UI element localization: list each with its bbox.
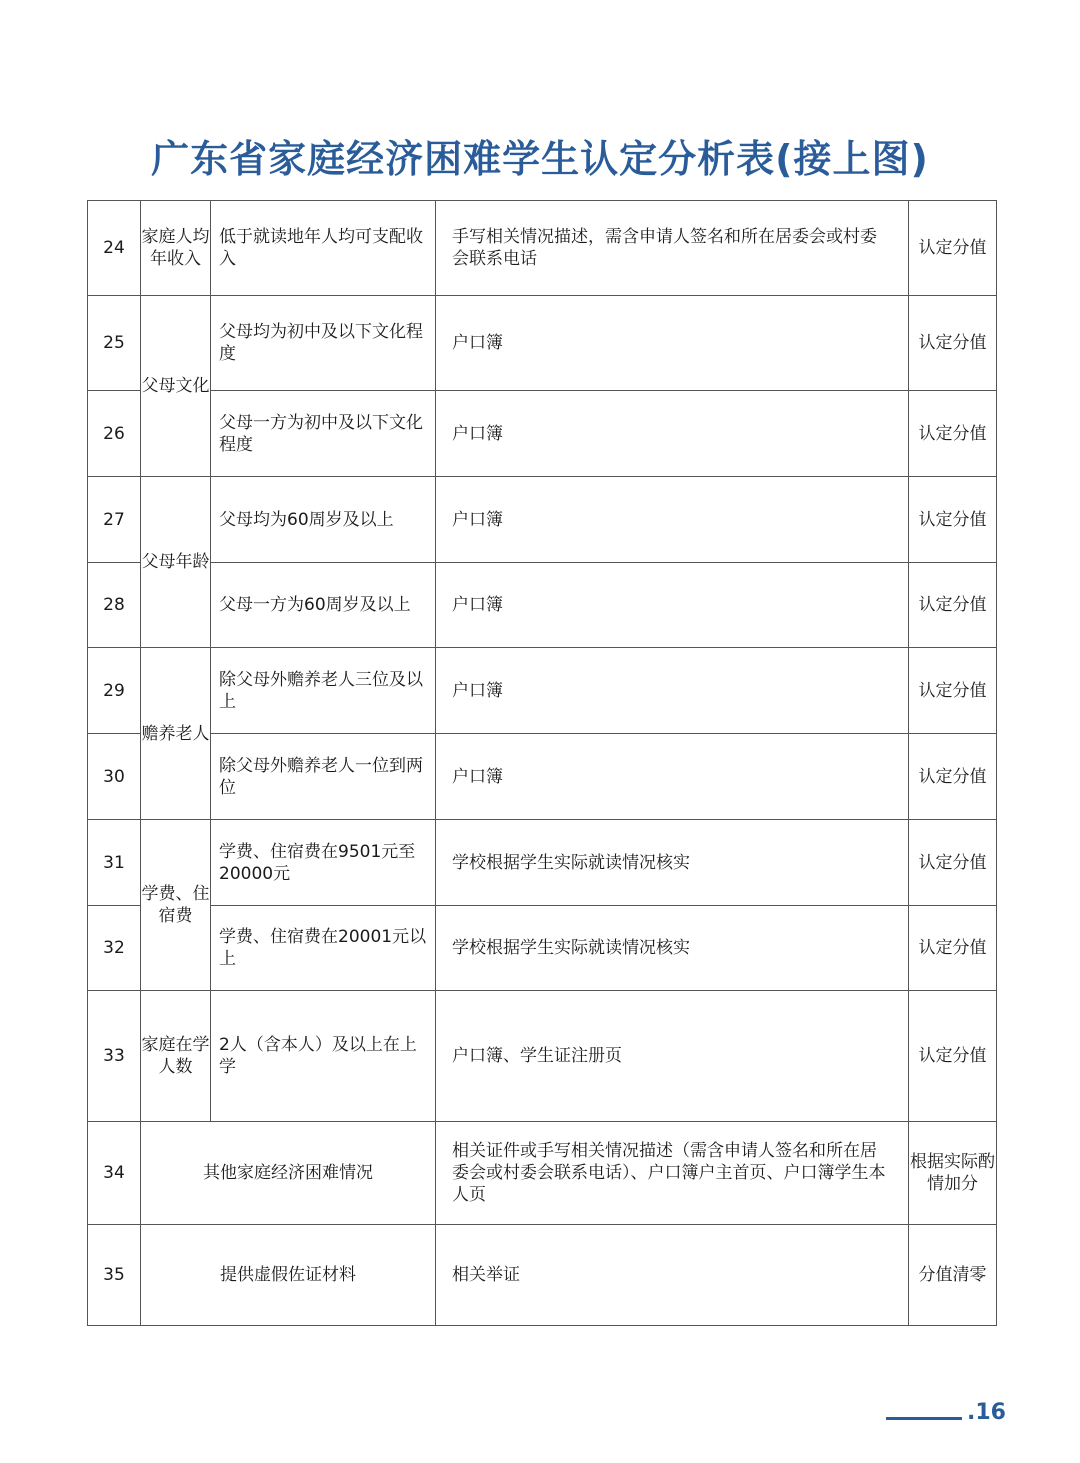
row-number: 31 — [88, 820, 141, 906]
score-cell: 认定分值 — [909, 477, 997, 563]
material-cell: 户口簿 — [436, 391, 909, 477]
analysis-table — [87, 200, 997, 1326]
category-cell: 家庭人均年收入 — [141, 201, 211, 296]
footer-divider — [886, 1417, 962, 1420]
category-cell: 赡养老人 — [141, 648, 211, 820]
material-cell: 相关举证 — [436, 1225, 909, 1326]
material-cell: 户口簿 — [436, 477, 909, 563]
row-number: 28 — [88, 563, 141, 648]
score-cell: 认定分值 — [909, 991, 997, 1122]
condition-cell: 其他家庭经济困难情况 — [141, 1122, 436, 1225]
score-cell: 认定分值 — [909, 201, 997, 296]
score-cell: 认定分值 — [909, 391, 997, 477]
row-number: 29 — [88, 648, 141, 734]
condition-cell: 父母一方为60周岁及以上 — [211, 563, 436, 648]
condition-cell: 父母均为初中及以下文化程度 — [211, 296, 436, 391]
condition-cell: 父母一方为初中及以下文化程度 — [211, 391, 436, 477]
material-cell: 学校根据学生实际就读情况核实 — [436, 906, 909, 991]
table-row — [88, 734, 997, 820]
condition-cell: 学费、住宿费在20001元以上 — [211, 906, 436, 991]
row-number: 35 — [88, 1225, 141, 1326]
row-number: 32 — [88, 906, 141, 991]
page-title: 广东省家庭经济困难学生认定分析表(接上图) — [151, 137, 929, 181]
row-number: 24 — [88, 201, 141, 296]
table-row — [88, 201, 997, 296]
table-row — [88, 563, 997, 648]
row-number: 26 — [88, 391, 141, 477]
table-row — [88, 991, 997, 1122]
score-cell: 认定分值 — [909, 296, 997, 391]
material-cell: 手写相关情况描述，需含申请人签名和所在居委会或村委会联系电话 — [436, 201, 909, 296]
score-cell: 根据实际酌情加分 — [909, 1122, 997, 1225]
condition-cell: 除父母外赡养老人三位及以上 — [211, 648, 436, 734]
condition-cell: 提供虚假佐证材料 — [141, 1225, 436, 1326]
table-row — [88, 477, 997, 563]
row-number: 34 — [88, 1122, 141, 1225]
table-row — [88, 1225, 997, 1326]
row-number: 30 — [88, 734, 141, 820]
table-row — [88, 296, 997, 391]
row-number: 25 — [88, 296, 141, 391]
material-cell: 户口簿 — [436, 734, 909, 820]
score-cell: 认定分值 — [909, 820, 997, 906]
table-row — [88, 648, 997, 734]
category-cell: 学费、住宿费 — [141, 820, 211, 991]
score-cell: 认定分值 — [909, 906, 997, 991]
category-cell: 父母年龄 — [141, 477, 211, 648]
condition-cell: 父母均为60周岁及以上 — [211, 477, 436, 563]
score-cell: 认定分值 — [909, 648, 997, 734]
row-number: 27 — [88, 477, 141, 563]
condition-cell: 低于就读地年人均可支配收入 — [211, 201, 436, 296]
condition-cell: 除父母外赡养老人一位到两位 — [211, 734, 436, 820]
material-cell: 户口簿 — [436, 563, 909, 648]
row-number: 33 — [88, 991, 141, 1122]
page-number: .16 — [967, 1400, 1006, 1425]
material-cell: 户口簿、学生证注册页 — [436, 991, 909, 1122]
condition-cell: 2人（含本人）及以上在上学 — [211, 991, 436, 1122]
table-row — [88, 1122, 997, 1225]
condition-cell: 学费、住宿费在9501元至20000元 — [211, 820, 436, 906]
material-cell: 户口簿 — [436, 296, 909, 391]
material-cell: 户口簿 — [436, 648, 909, 734]
category-cell: 家庭在学人数 — [141, 991, 211, 1122]
score-cell: 认定分值 — [909, 734, 997, 820]
material-cell: 学校根据学生实际就读情况核实 — [436, 820, 909, 906]
table-row — [88, 906, 997, 991]
score-cell: 认定分值 — [909, 563, 997, 648]
category-cell: 父母文化 — [141, 296, 211, 477]
table-row — [88, 391, 997, 477]
material-cell: 相关证件或手写相关情况描述（需含申请人签名和所在居委会或村委会联系电话）、户口簿户主首页、户口簿学生本人页 — [436, 1122, 909, 1225]
score-cell: 分值清零 — [909, 1225, 997, 1326]
table-row — [88, 820, 997, 906]
